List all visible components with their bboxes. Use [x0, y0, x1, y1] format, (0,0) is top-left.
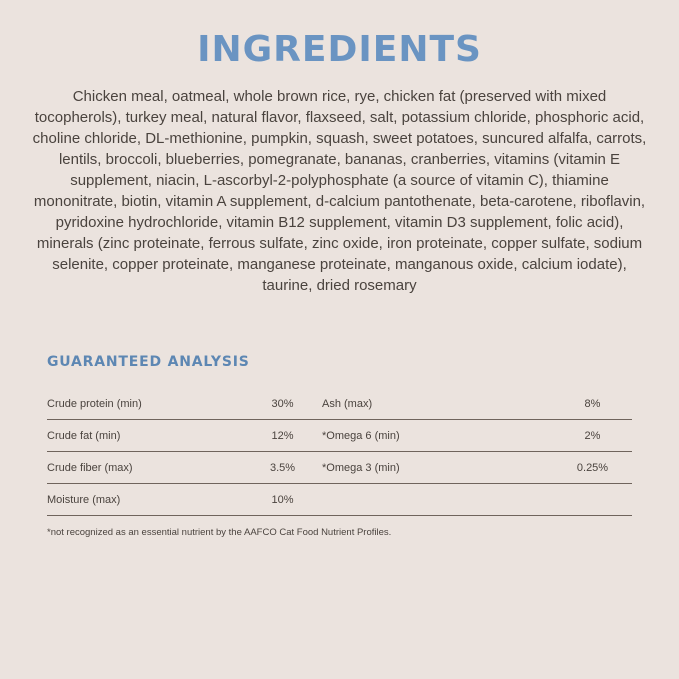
guaranteed-analysis-table	[47, 388, 632, 516]
ga-row	[47, 484, 632, 516]
ingredients-paragraph: Chicken meal, oatmeal, whole brown rice, rye, chicken fat (preserved with mixed tocopherols), turkey meal, natural flavor, flaxseed, salt, potassium chloride, phosphoric acid, choline chloride, DL-methionine, pumpkin, squash, sweet potatoes, suncured alfalfa, carrots, lentils, broccoli, blueberries, pomegranate, bananas, cranberries, vitamins (vitamin E supplement, niacin, L-ascorbyl-2-polyphosphate (a source of vitamin C), thiamine mononitrate, biotin, vitamin A supplement, d-calcium pantothenate, beta-carotene, riboflavin, pyridoxine hydrochloride, vitamin B12 supplement, vitamin D3 supplement, folic acid), minerals (zinc proteinate, ferrous sulfate, zinc oxide, iron proteinate, copper sulfate, sodium selenite, copper proteinate, manganese proteinate, manganous oxide, calcium iodate), taurine, dried rosemary	[32, 88, 647, 294]
ga-label: *Omega 6 (min)	[322, 429, 400, 442]
ga-value: 8%	[584, 397, 601, 410]
ga-label: Moisture (max)	[47, 493, 121, 506]
ga-value: 10%	[271, 493, 294, 506]
ingredients-title: INGREDIENTS	[197, 29, 482, 70]
ga-row	[47, 452, 632, 484]
aafco-footnote: *not recognized as an essential nutrient by the AAFCO Cat Food Nutrient Profiles.	[47, 527, 392, 538]
ga-value: 3.5%	[269, 461, 296, 474]
ga-label: Crude fat (min)	[47, 429, 121, 442]
ga-label: Crude fiber (max)	[47, 461, 133, 474]
ga-label: Ash (max)	[322, 397, 373, 410]
ga-row	[47, 420, 632, 452]
guaranteed-analysis-heading: GUARANTEED ANALYSIS	[47, 354, 250, 370]
ga-label: *Omega 3 (min)	[322, 461, 400, 474]
ga-row	[47, 388, 632, 420]
ga-value: 0.25%	[576, 461, 609, 474]
ga-label: Crude protein (min)	[47, 397, 142, 410]
ga-value: 30%	[271, 397, 294, 410]
ga-value: 2%	[584, 429, 601, 442]
ga-value: 12%	[271, 429, 294, 442]
